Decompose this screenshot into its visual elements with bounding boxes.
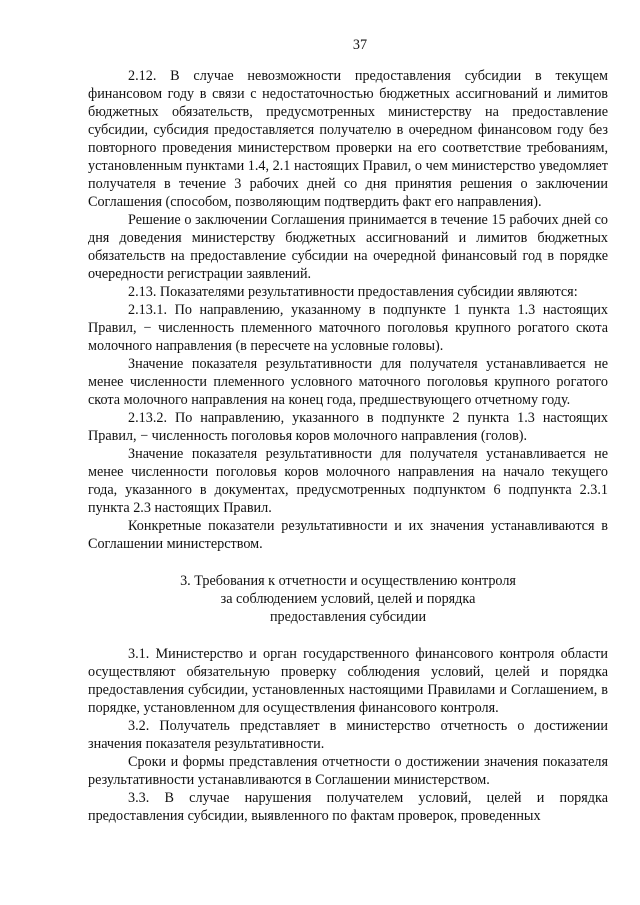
section-3-title (88, 572, 608, 626)
paragraph-indicator-value-2: Значение показателя результативности для получателя устанавливается не менее численности поголовья коров молочного направления на начало текущего года, указанного в документах, предусмотренных подпунктом 6 подпункта 2.3.1 пункта 2.3 настоящих Правил. (88, 446, 608, 516)
paragraph-specific-indicators: Конкретные показатели результативности и их значения устанавливаются в Соглашении министерством. (88, 518, 608, 552)
section-2-continued (88, 67, 608, 553)
paragraph-indicator-value-1: Значение показателя результативности для получателя устанавливается не менее численности племенного условного маточного поголовья крупного рогатого скота молочного направления на конец года, предшествующего отчетному году. (88, 356, 608, 408)
paragraph-2-12: 2.12. В случае невозможности предоставления субсидии в текущем финансовом году в связи с недостаточностью бюджетных ассигнований и лимитов бюджетных обязательств, предусмотренных министерству на предоставление субсидии, субсидия предоставляется получателю в очередном финансовом году без повторного проведения министерством проверки на его соответствие требованиям, установленным пунктами 1.4, 2.1 настоящих Правил, о чем министерство уведомляет получателя в течение 3 рабочих дней со дня принятия решения о заключении Соглашения (способом, позволяющим подтвердить факт его направления). (88, 68, 608, 210)
section-3-body (88, 645, 608, 825)
paragraph-3-1: 3.1. Министерство и орган государственного финансового контроля области осуществляют обязательную проверку соблюдения условий, целей и порядка предоставления субсидии, установленных настоящими Правилами и Соглашением, в порядке, установленном для осуществления финансового контроля. (88, 646, 608, 716)
paragraph-agreement-decision: Решение о заключении Соглашения принимается в течение 15 рабочих дней со дня доведения министерству бюджетных ассигнований и лимитов бюджетных обязательств на предоставление субсидии на очередной финансовый год в порядке очередности регистрации заявлений. (88, 212, 608, 282)
paragraph-3-2: 3.2. Получатель представляет в министерство отчетность о достижении значения показателя результативности. (88, 718, 608, 752)
paragraph-3-3: 3.3. В случае нарушения получателем условий, целей и порядка предоставления субсидии, выявленного по фактам проверок, проведенных (88, 790, 608, 824)
section-title-line-1: 3. Требования к отчетности и осуществлению контроля (180, 573, 516, 589)
paragraph-2-13-2: 2.13.2. По направлению, указанного в подпункте 2 пункта 1.3 настоящих Правил, − численность поголовья коров молочного направления (голов). (88, 410, 608, 444)
paragraph-2-13: 2.13. Показателями результативности предоставления субсидии являются: (128, 284, 578, 300)
paragraph-2-13-1: 2.13.1. По направлению, указанному в подпункте 1 пункта 1.3 настоящих Правил, − численность племенного маточного поголовья крупного рогатого скота молочного направления (в пересчете на условные головы). (88, 302, 608, 354)
section-title-line-3: предоставления субсидии (269, 609, 427, 625)
section-title-line-2: за соблюдением условий, целей и порядка (220, 591, 476, 607)
page-number: 37 (352, 37, 368, 53)
paragraph-reporting-terms: Сроки и формы представления отчетности о достижении значения показателя результативности устанавливаются в Соглашении министерством. (88, 754, 608, 788)
